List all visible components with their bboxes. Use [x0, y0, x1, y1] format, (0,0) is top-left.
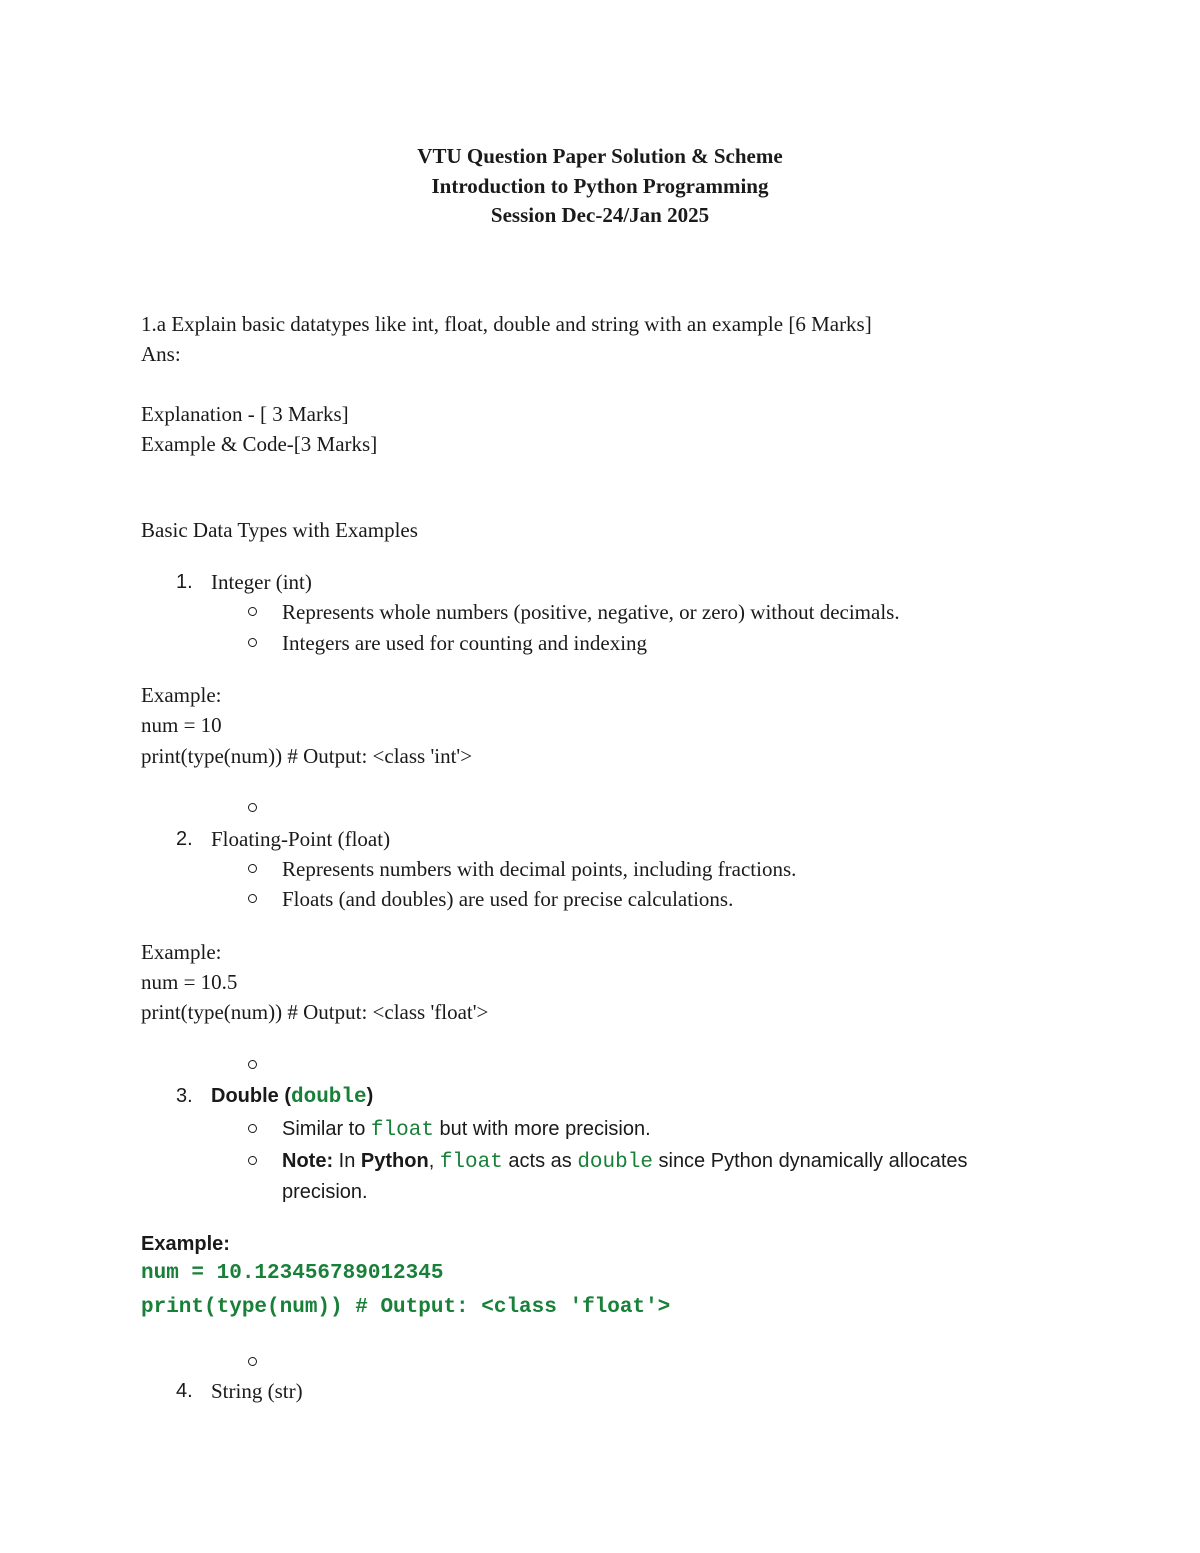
text-run: Similar to	[282, 1118, 371, 1140]
code-line: num = 10.123456789012345	[141, 1262, 444, 1285]
text-run: acts as	[502, 1150, 578, 1172]
hollow-bullet-icon	[248, 803, 257, 812]
answer-label: Ans:	[141, 342, 181, 366]
hollow-bullet-icon	[248, 894, 257, 903]
example-label: Example:	[141, 1233, 230, 1255]
section-title: Basic Data Types with Examples	[141, 518, 418, 542]
item-number: 1.	[176, 571, 193, 593]
item-title: Integer (int)	[211, 570, 312, 594]
text-run: but with more precision.	[433, 1118, 651, 1140]
code-line: print(type(num)) # Output: <class 'float'>	[141, 1000, 489, 1024]
text-run: In	[333, 1150, 361, 1172]
text-run: ,	[428, 1150, 440, 1172]
python-label: Python	[360, 1150, 429, 1172]
doc-title-line1: VTU Question Paper Solution & Scheme	[417, 144, 783, 168]
text-run: since Python dynamically allocates	[652, 1150, 968, 1172]
example-label: Example:	[141, 940, 222, 964]
hollow-bullet-icon	[248, 1060, 257, 1069]
hollow-bullet-icon	[248, 1156, 257, 1165]
item-title: String (str)	[211, 1379, 303, 1403]
hollow-bullet-icon	[248, 638, 257, 647]
item-title-text: Double (	[211, 1085, 291, 1107]
item-point	[282, 1116, 651, 1144]
hollow-bullet-icon	[248, 1357, 257, 1366]
explanation-marks: Explanation - [ 3 Marks]	[141, 402, 349, 426]
example-label: Example:	[141, 683, 222, 707]
doc-title-line2: Introduction to Python Programming	[431, 174, 769, 198]
item-number: 2.	[176, 828, 193, 850]
item-point: Represents whole numbers (positive, negative, or zero) without decimals.	[282, 600, 900, 624]
item-point: Floats (and doubles) are used for precise calculations.	[282, 887, 734, 911]
item-point-continuation: precision.	[282, 1181, 368, 1203]
item-number: 3.	[176, 1085, 193, 1107]
example-marks: Example & Code-[3 Marks]	[141, 432, 378, 456]
code-line: num = 10	[141, 713, 222, 737]
item-point: Integers are used for counting and indexing	[282, 631, 648, 655]
code-line: print(type(num)) # Output: <class 'float'>	[141, 1296, 671, 1319]
hollow-bullet-icon	[248, 607, 257, 616]
code-line: num = 10.5	[141, 970, 238, 994]
item-number: 4.	[176, 1380, 193, 1402]
inline-code: float	[370, 1119, 434, 1142]
item-title	[211, 1083, 373, 1111]
inline-code: double	[291, 1086, 367, 1109]
note-label: Note:	[282, 1150, 334, 1172]
inline-code: double	[577, 1151, 653, 1174]
hollow-bullet-icon	[248, 1124, 257, 1133]
code-line: print(type(num)) # Output: <class 'int'>	[141, 744, 473, 768]
item-point	[282, 1148, 968, 1176]
doc-title-line3: Session Dec-24/Jan 2025	[490, 203, 710, 227]
inline-code: float	[439, 1151, 503, 1174]
item-title: Floating-Point (float)	[211, 827, 391, 851]
item-point: Represents numbers with decimal points, including fractions.	[282, 857, 797, 881]
question-text: 1.a Explain basic datatypes like int, float, double and string with an example [6 Marks]	[141, 312, 872, 336]
hollow-bullet-icon	[248, 864, 257, 873]
item-title-close: )	[366, 1085, 374, 1107]
